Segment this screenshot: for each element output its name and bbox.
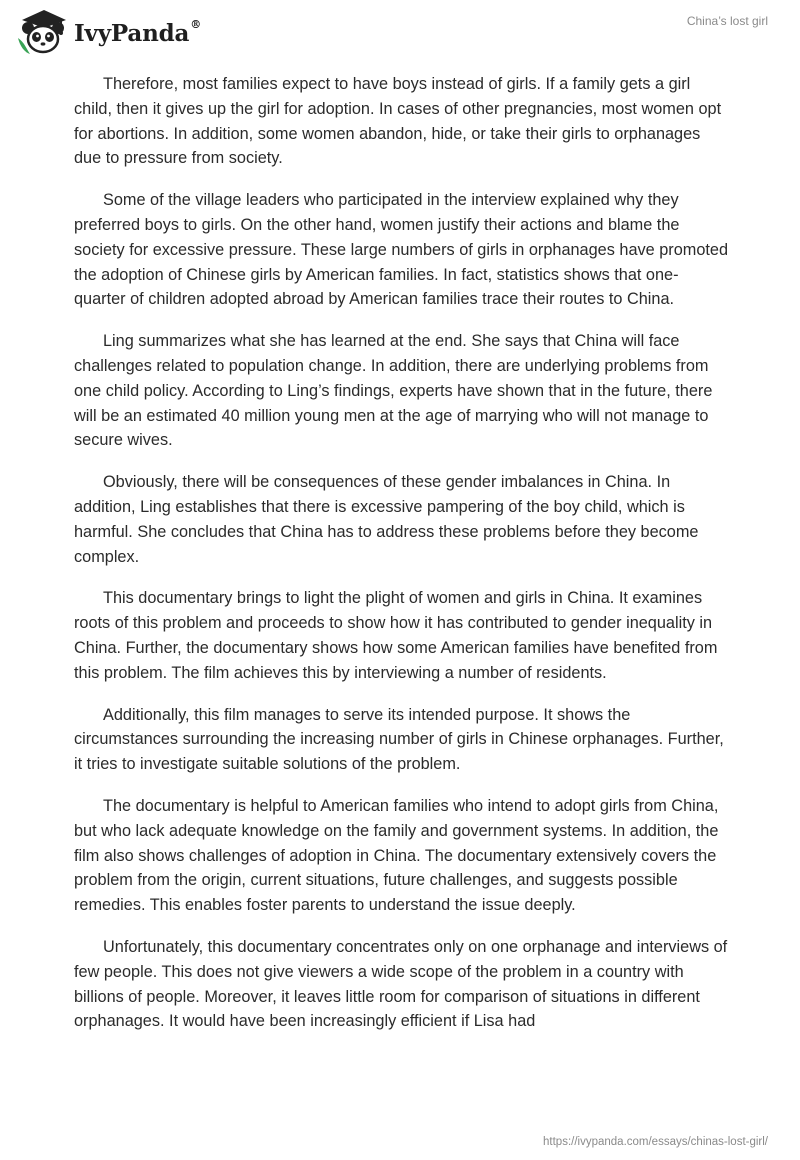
paragraph-7: The documentary is helpful to American families who intend to adopt girls from China, but who lack adequate knowledge on the family and government systems. In addition, the film also shows challenges of adoption in China. The documentary extensively covers the problem from the origin, current situations, future challenges, and suggests possible remedies. This enables foster parents to understand the issue deeply. bbox=[74, 796, 719, 915]
source-url-link[interactable]: https://ivypanda.com/essays/chinas-lost-girl/ bbox=[543, 1136, 768, 1148]
registered-mark: ® bbox=[190, 17, 201, 31]
paragraph-8: Unfortunately, this documentary concentrates only on one orphanage and interviews of few people. This does not give viewers a wide scope of the problem in a country with billions of people. Moreover, it leaves little room for comparison of situations in different orphanages. It would have been increasingly efficient if Lisa had bbox=[74, 937, 728, 1031]
paragraph-1: Therefore, most families expect to have boys instead of girls. If a family gets a girl child, then it gives up the girl for adoption. In cases of other pregnancies, most women opt for abortions. In addition, some women abandon, hide, or take their girls to orphanages due to pressure from society. bbox=[74, 75, 722, 168]
essay-body bbox=[74, 72, 730, 1051]
paragraph-4: Obviously, there will be consequences of these gender imbalances in China. In addition, Ling establishes that there is excessive pampering of the boy child, which is harmful. She concludes that China has to address these problems before they become complex. bbox=[74, 473, 699, 566]
running-title: China’s lost girl bbox=[686, 14, 768, 28]
paragraph-6: Additionally, this film manages to serve its intended purpose. It shows the circumstances surrounding the increasing number of girls in Chinese orphanages. Further, it tries to investigate suitable solutions of the problem. bbox=[74, 705, 724, 774]
panda-graduate-icon bbox=[14, 8, 70, 58]
page-header bbox=[0, 0, 800, 70]
brand-name-text: IvyPanda bbox=[74, 19, 190, 47]
paragraph-3: Ling summarizes what she has learned at the end. She says that China will face challenges related to population change. In addition, there are underlying problems from one child policy. According to Ling’s findings, experts have shown that in the future, there will be an estimated 40 million young men at the age of marrying who will not manage to secure wives. bbox=[74, 332, 713, 450]
ivypanda-logo[interactable] bbox=[14, 8, 201, 58]
brand-name bbox=[74, 17, 201, 47]
paragraph-2: Some of the village leaders who participated in the interview explained why they preferred boys to girls. On the other hand, women justify their actions and blame the society for excessive pressure. These large numbers of girls in orphanages have promoted the adoption of Chinese girls by American families. In fact, statistics shows that one-quarter of children adopted abroad by American families trace their routes to China. bbox=[74, 191, 729, 309]
paragraph-5: This documentary brings to light the plight of women and girls in China. It examines roots of this problem and proceeds to show how it has contributed to gender inequality in China. Further, the documentary shows how some American families have benefited from this problem. The film achieves this by interviewing a number of residents. bbox=[74, 589, 718, 682]
